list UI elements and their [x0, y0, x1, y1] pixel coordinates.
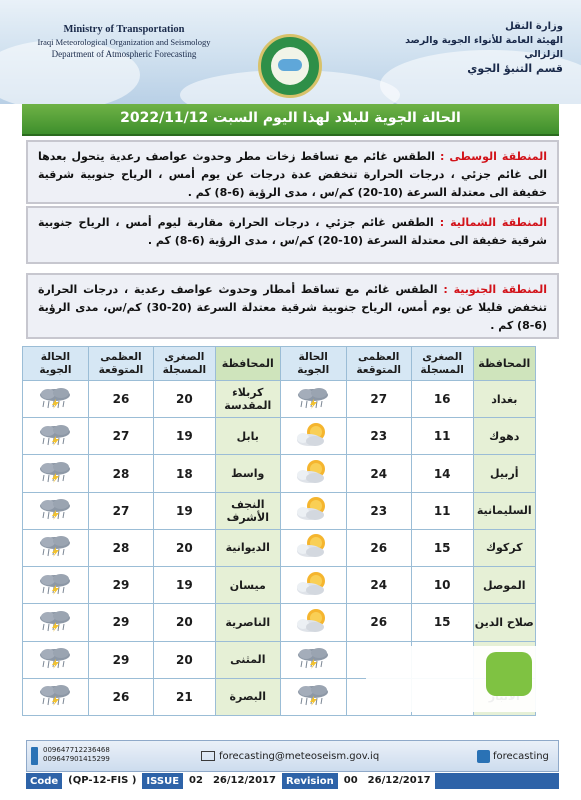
- governorate-right: السليمانية: [473, 492, 535, 529]
- governorate-left: النجف الأشرف: [215, 492, 280, 529]
- governorate-left: البصرة: [215, 678, 280, 715]
- min-temp-right: 14: [411, 455, 473, 492]
- table-row: [23, 567, 536, 604]
- issue-label: ISSUE: [146, 775, 180, 787]
- contact-footer: [26, 740, 559, 772]
- table-header-row: [23, 347, 536, 381]
- phone-number-2: 009647901415299: [43, 755, 110, 763]
- min-temp-left: 19: [154, 492, 216, 529]
- revision-value: 00: [340, 773, 362, 789]
- max-temp-right: 26: [346, 604, 411, 641]
- governorate-right: دهوك: [473, 418, 535, 455]
- department-name-en: Department of Atmospheric Forecasting: [51, 49, 197, 59]
- governorate-right: صلاح الدين: [473, 604, 535, 641]
- header-weather-right: الحالة الجوية: [280, 347, 346, 381]
- rain-cloud-icon: [35, 498, 75, 523]
- weather-left: [23, 381, 89, 418]
- weather-right: [280, 418, 346, 455]
- region-forecast-text: الطقس غائم مع تساقط زخات مطر وحدوث عواصف رعدية يتحول بعدها الى غائم جزئي ، درجات الحرارة تنخفض عدة درجات عن يوم أمس ، الرياح جنوبية شرقية خفيفة الى معتدلة السرعة (10-20) كم/س ، مدى الرؤية (6-8) كم .: [38, 150, 547, 199]
- min-temp-left: 18: [154, 455, 216, 492]
- header-min-right: الصغرى المسجلة: [411, 347, 473, 381]
- table-row: [23, 529, 536, 566]
- forecast-northern-region: [26, 206, 559, 264]
- table-row: [23, 381, 536, 418]
- weather-right: [280, 567, 346, 604]
- header-max-right: العظمى المتوقعة: [346, 347, 411, 381]
- watermark-logo-icon: [486, 652, 532, 696]
- rain-cloud-icon: [35, 535, 75, 560]
- header-english: [24, 24, 224, 60]
- max-temp-left: 28: [88, 529, 153, 566]
- rain-cloud-icon: [35, 610, 75, 635]
- rain-cloud-icon: [35, 387, 75, 412]
- governorate-right: الموصل: [473, 567, 535, 604]
- header-max-left: العظمى المتوقعة: [88, 347, 153, 381]
- table-row: [23, 455, 536, 492]
- weather-left: [23, 641, 89, 678]
- watermark-overlay: [366, 646, 544, 712]
- email-icon: [201, 751, 215, 761]
- min-temp-left: 20: [154, 604, 216, 641]
- forecast-central-region: [26, 140, 559, 204]
- min-temp-left: 20: [154, 641, 216, 678]
- partly-cloudy-icon: [293, 570, 333, 601]
- weather-right: [280, 678, 346, 715]
- document-header: [0, 0, 581, 104]
- weather-right: [280, 529, 346, 566]
- min-temp-right: 16: [411, 381, 473, 418]
- max-temp-left: 29: [88, 567, 153, 604]
- title-band: [22, 104, 559, 136]
- max-temp-left: 27: [88, 418, 153, 455]
- weather-right: [280, 641, 346, 678]
- document-code-bar: [26, 773, 559, 789]
- organization-logo: [258, 34, 322, 98]
- rain-cloud-icon: [35, 647, 75, 672]
- rain-cloud-icon: [293, 647, 333, 672]
- weather-left: [23, 604, 89, 641]
- rain-cloud-icon: [35, 573, 75, 598]
- max-temp-right: 24: [346, 567, 411, 604]
- region-name: المنطقة الجنوبية :: [443, 283, 547, 296]
- min-temp-right: 15: [411, 529, 473, 566]
- min-temp-left: 20: [154, 529, 216, 566]
- phone-numbers: [43, 746, 110, 764]
- min-temp-left: 19: [154, 418, 216, 455]
- weather-right: [280, 492, 346, 529]
- partly-cloudy-icon: [293, 495, 333, 526]
- region-forecast-text: الطقس غائم مع تساقط أمطار وحدوث عواصف رعدية ، درجات الحرارة تنخفض قليلا عن يوم أمس، الرياح جنوبية شرقية معتدلة السرعة (20-30) كم/س، مدى الرؤية (6-8) كم .: [38, 283, 548, 332]
- rain-cloud-icon: [293, 387, 333, 412]
- ministry-name-en: Ministry of Transportation: [63, 24, 185, 35]
- rain-cloud-icon: [35, 684, 75, 709]
- page-title: الحالة الجوية للبلاد لهذا اليوم السبت 2022/11/12: [120, 110, 461, 126]
- governorate-left: واسط: [215, 455, 280, 492]
- governorate-left: الناصرية: [215, 604, 280, 641]
- partly-cloudy-icon: [293, 607, 333, 638]
- revision-date: 26/12/2017: [364, 773, 435, 789]
- phone-number-1: 009647712236468: [43, 746, 110, 754]
- phone-icon: [31, 747, 38, 765]
- max-temp-right: 26: [346, 529, 411, 566]
- email-address[interactable]: forecasting@meteoseism.gov.iq: [219, 751, 380, 762]
- min-temp-left: 20: [154, 381, 216, 418]
- governorate-right: أربيل: [473, 455, 535, 492]
- issue-date: 26/12/2017: [209, 773, 280, 789]
- table-row: [23, 418, 536, 455]
- max-temp-left: 27: [88, 492, 153, 529]
- department-name-ar: قسم التنبؤ الجوي: [467, 62, 563, 75]
- organization-name-ar: الهيئة العامة للأنواء الجوية والرصد الزلزالي: [405, 35, 563, 60]
- max-temp-left: 28: [88, 455, 153, 492]
- max-temp-left: 29: [88, 641, 153, 678]
- max-temp-right: 23: [346, 492, 411, 529]
- partly-cloudy-icon: [293, 458, 333, 489]
- table-row: [23, 492, 536, 529]
- header-arabic: [373, 20, 563, 76]
- weather-right: [280, 604, 346, 641]
- revision-label: Revision: [285, 775, 334, 787]
- partly-cloudy-icon: [293, 532, 333, 563]
- weather-left: [23, 492, 89, 529]
- ministry-name-ar: وزارة النقل: [505, 21, 563, 32]
- min-temp-right: 10: [411, 567, 473, 604]
- governorate-left: بابل: [215, 418, 280, 455]
- max-temp-left: 26: [88, 678, 153, 715]
- header-governorate-left: المحافظة: [215, 347, 280, 381]
- max-temp-right: 23: [346, 418, 411, 455]
- max-temp-left: 29: [88, 604, 153, 641]
- weather-right: [280, 455, 346, 492]
- region-forecast-text: الطقس غائم جزئي ، درجات الحرارة مقاربة ليوم أمس ، الرياح جنوبية شرقية خفيفة الى معتدلة السرعة (10-20) كم/س ، مدى الرؤية (6-8) كم .: [38, 216, 547, 247]
- min-temp-left: 19: [154, 567, 216, 604]
- code-value: (QP-12-FIS ): [64, 773, 140, 789]
- governorate-left: ميسان: [215, 567, 280, 604]
- min-temp-right: 11: [411, 492, 473, 529]
- partly-cloudy-icon: [293, 421, 333, 452]
- weather-left: [23, 567, 89, 604]
- min-temp-right: 15: [411, 604, 473, 641]
- governorate-left: الديوانية: [215, 529, 280, 566]
- forecast-southern-region: [26, 273, 559, 339]
- code-label: Code: [30, 775, 59, 787]
- header-weather-left: الحالة الجوية: [23, 347, 89, 381]
- min-temp-left: 21: [154, 678, 216, 715]
- rain-cloud-icon: [293, 684, 333, 709]
- issue-value: 02: [185, 773, 207, 789]
- region-name: المنطقة الشمالية :: [439, 216, 547, 229]
- weather-left: [23, 678, 89, 715]
- table-row: [23, 604, 536, 641]
- header-min-left: الصغرى المسجلة: [154, 347, 216, 381]
- skype-icon: [477, 750, 490, 763]
- max-temp-right: 24: [346, 455, 411, 492]
- weather-left: [23, 529, 89, 566]
- min-temp-right: 11: [411, 418, 473, 455]
- governorate-left: المثنى: [215, 641, 280, 678]
- weather-left: [23, 455, 89, 492]
- weather-left: [23, 418, 89, 455]
- rain-cloud-icon: [35, 424, 75, 449]
- governorate-right: كركوك: [473, 529, 535, 566]
- organization-name-en: Iraqi Meteorological Organization and Seismology: [37, 37, 211, 47]
- governorate-right: بغداد: [473, 381, 535, 418]
- governorate-left: كربلاء المقدسة: [215, 381, 280, 418]
- rain-cloud-icon: [35, 461, 75, 486]
- max-temp-right: 27: [346, 381, 411, 418]
- weather-right: [280, 381, 346, 418]
- header-governorate-right: المحافظة: [473, 347, 535, 381]
- social-handle[interactable]: forecasting: [493, 751, 549, 762]
- region-name: المنطقة الوسطى :: [439, 150, 547, 163]
- max-temp-left: 26: [88, 381, 153, 418]
